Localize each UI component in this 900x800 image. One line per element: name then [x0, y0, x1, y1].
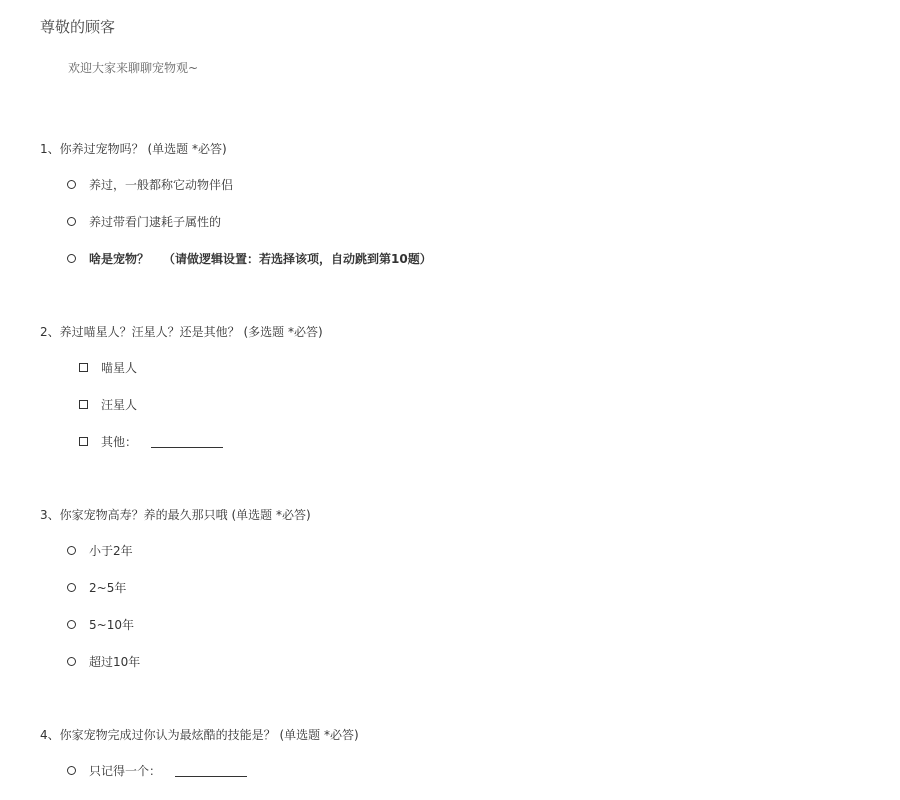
- checkbox-icon[interactable]: [79, 437, 88, 446]
- option-label: 只记得一个：: [89, 764, 162, 778]
- answer-text-blank[interactable]: [175, 764, 247, 777]
- q1-option-3[interactable]: [67, 250, 432, 267]
- survey-intro: 欢迎大家来聊聊宠物观~: [68, 61, 199, 75]
- radio-icon[interactable]: [67, 620, 76, 629]
- radio-icon[interactable]: [67, 766, 76, 775]
- other-text-blank[interactable]: [151, 435, 223, 448]
- checkbox-icon[interactable]: [79, 400, 88, 409]
- radio-icon[interactable]: [67, 583, 76, 592]
- option-label: 5~10年: [89, 618, 134, 632]
- question-1: 1、你养过宠物吗？ (单选题 *必答): [40, 142, 227, 156]
- question-2: 2、养过喵星人？汪星人？还是其他？ (多选题 *必答): [40, 325, 323, 339]
- q2-option-2[interactable]: [79, 396, 137, 413]
- question-3: 3、你家宠物高寿？养的最久那只哦 (单选题 *必答): [40, 508, 311, 522]
- q3-option-2[interactable]: [67, 579, 126, 596]
- option-label: 汪星人: [101, 398, 138, 412]
- q1-option-1[interactable]: [67, 176, 233, 193]
- option-label: 超过10年: [89, 655, 141, 669]
- radio-icon[interactable]: [67, 657, 76, 666]
- radio-icon[interactable]: [67, 180, 76, 189]
- radio-icon[interactable]: [67, 254, 76, 263]
- survey-title: 尊敬的顾客: [40, 18, 116, 36]
- q2-option-3[interactable]: [79, 433, 223, 450]
- logic-note: （请做逻辑设置：若选择该项，自动跳到第10题）: [163, 252, 432, 266]
- option-label: 养过，一般都称它动物伴侣: [89, 178, 234, 192]
- option-label: 2~5年: [89, 581, 127, 595]
- option-label: 啥是宠物？: [89, 252, 150, 266]
- radio-icon[interactable]: [67, 546, 76, 555]
- question-4: 4、你家宠物完成过你认为最炫酷的技能是？ (单选题 *必答): [40, 728, 359, 742]
- q4-option-1[interactable]: [67, 762, 247, 779]
- q2-option-1[interactable]: [79, 359, 137, 376]
- checkbox-icon[interactable]: [79, 363, 88, 372]
- q1-option-2[interactable]: [67, 213, 221, 230]
- option-label: 其他：: [101, 435, 138, 449]
- option-label: 喵星人: [101, 361, 138, 375]
- option-label: 小于2年: [89, 544, 133, 558]
- q3-option-4[interactable]: [67, 653, 140, 670]
- option-label: 养过带看门逮耗子属性的: [89, 215, 222, 229]
- q3-option-3[interactable]: [67, 616, 134, 633]
- radio-icon[interactable]: [67, 217, 76, 226]
- q3-option-1[interactable]: [67, 542, 133, 559]
